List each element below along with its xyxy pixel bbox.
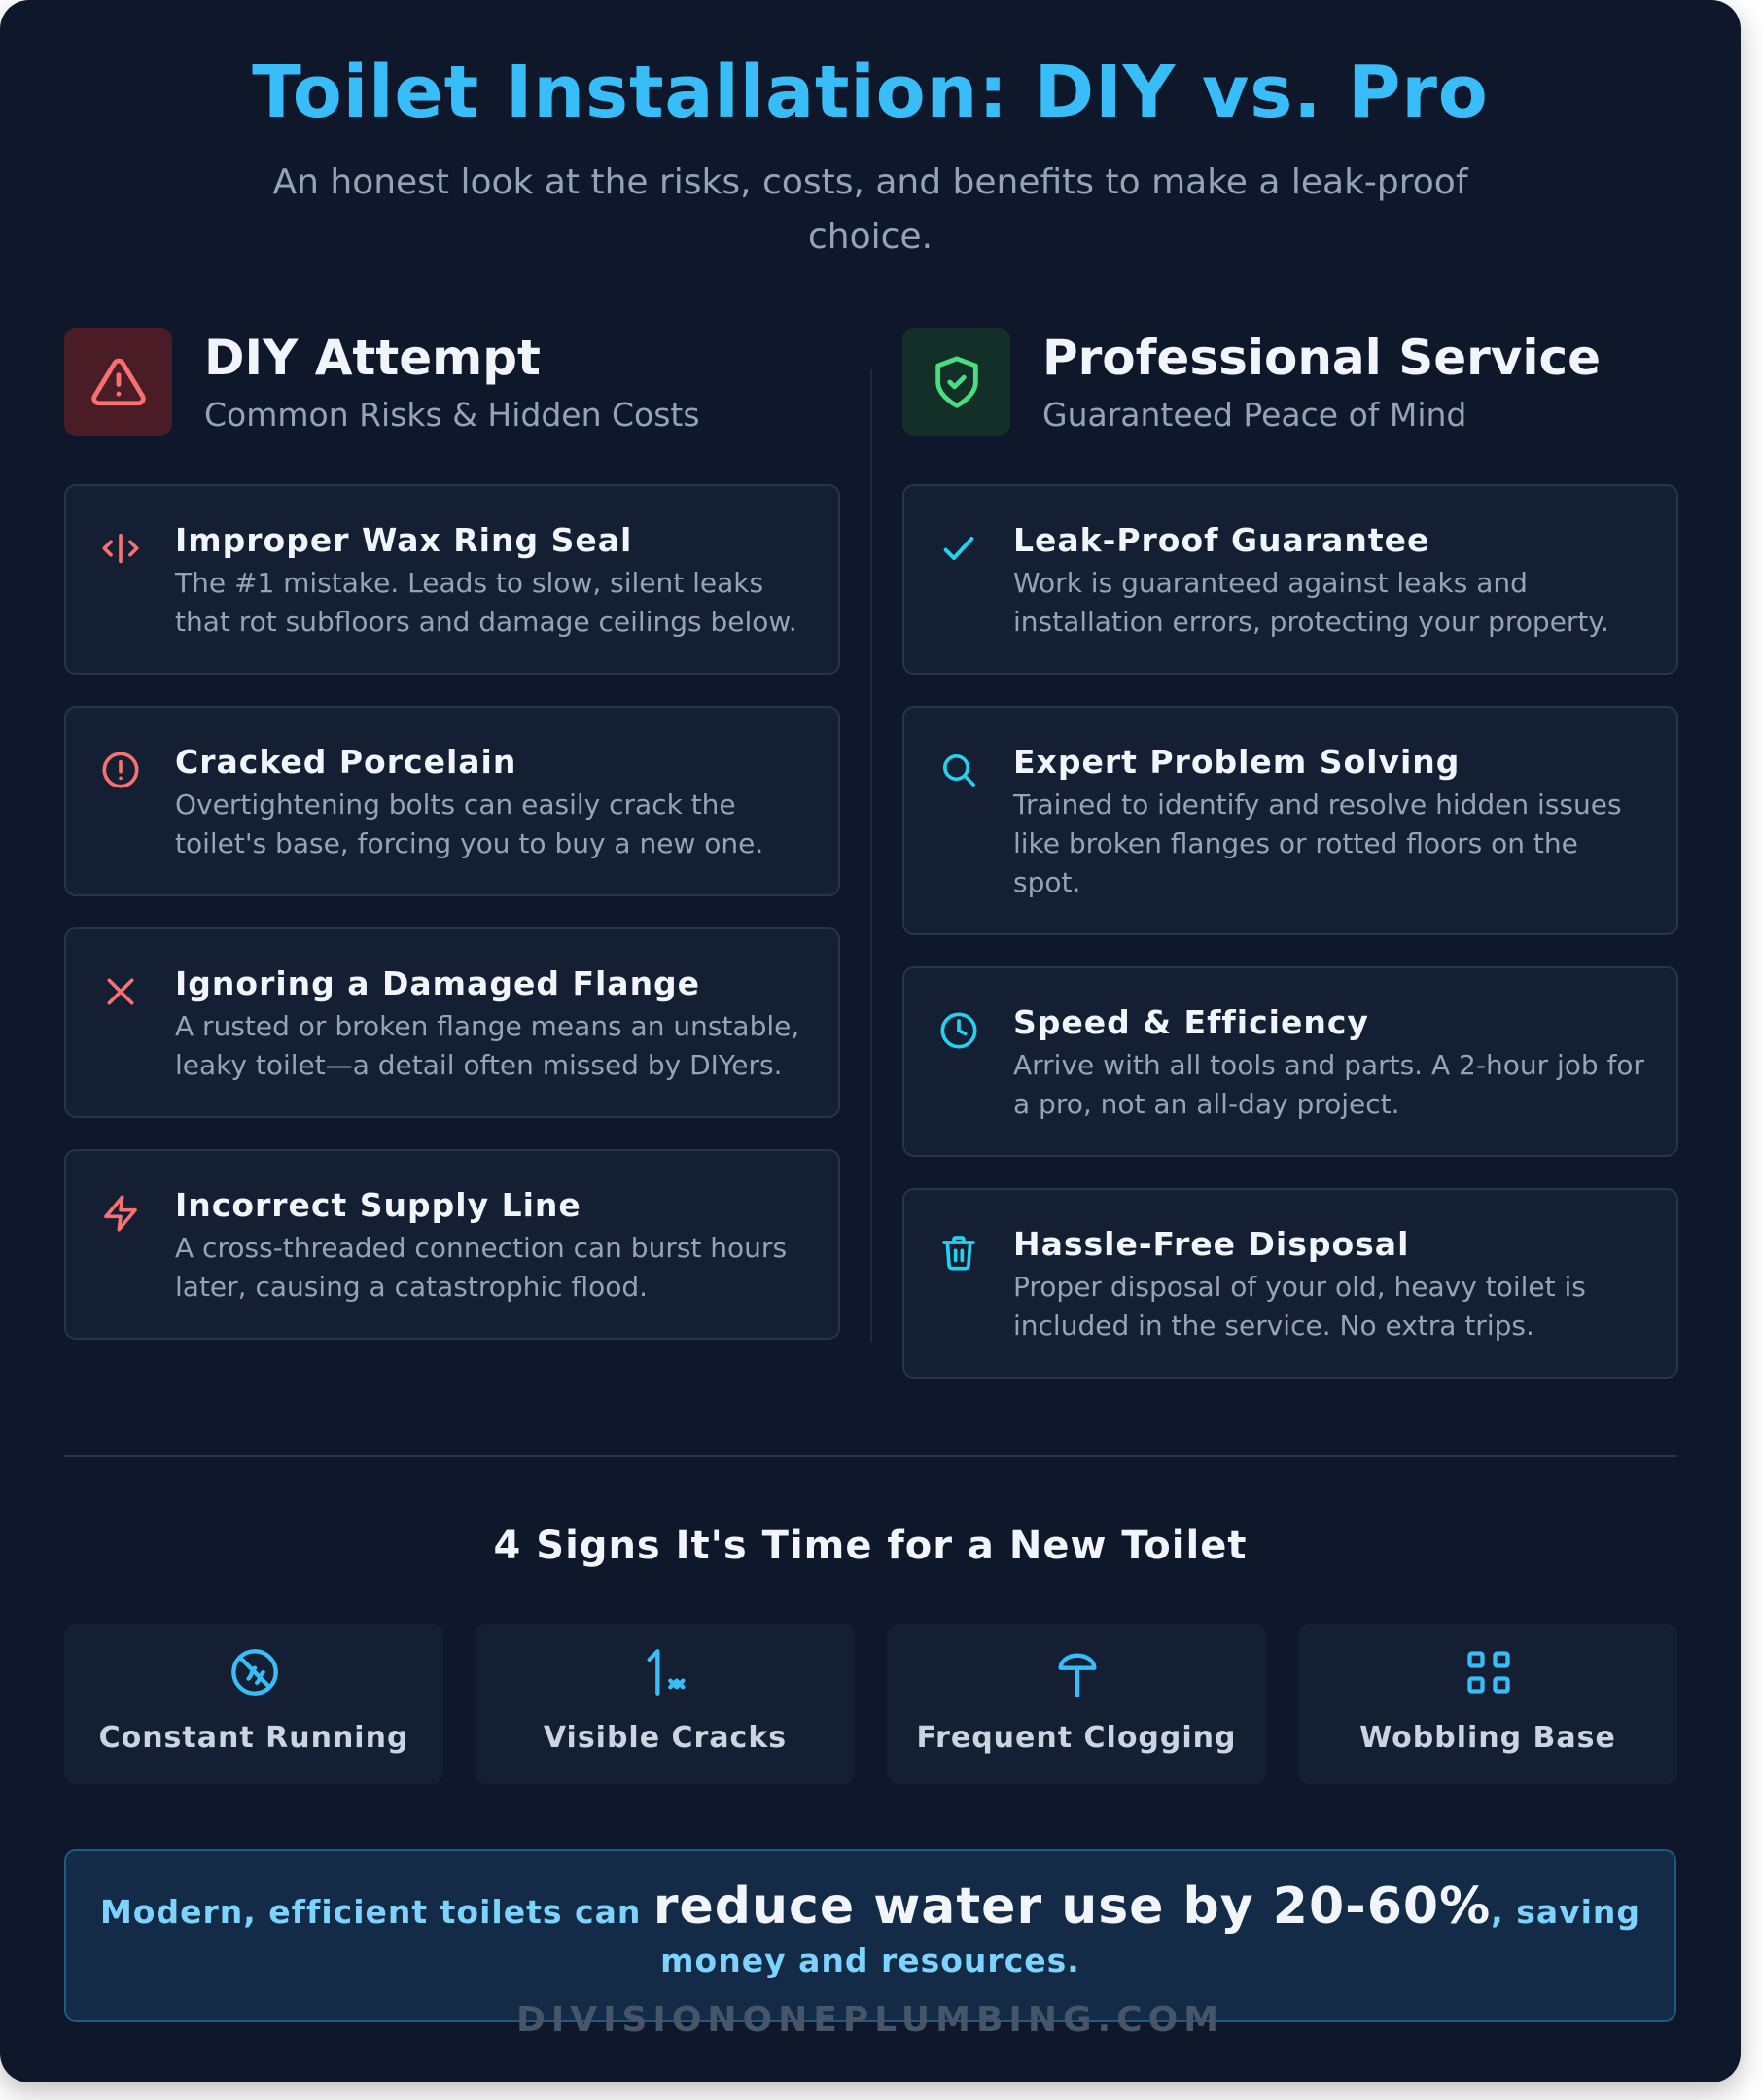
column-divider [870,369,872,1342]
plunger-icon [1052,1647,1103,1698]
alert-circle-icon [101,751,140,789]
item-title: Cracked Porcelain [175,743,517,781]
pro-title: Professional Service [1042,330,1602,386]
item-desc: A cross-threaded connection can burst hours later, causing a catastrophic flood. [175,1232,788,1303]
item-desc: Trained to identify and resolve hidden issues like broken flanges or rotted floors on the spot. [1013,788,1622,898]
no-flow-icon [229,1647,280,1698]
code-brackets-icon [101,529,140,568]
shield-check-icon [902,328,1010,436]
item-title: Ignoring a Damaged Flange [175,964,701,1002]
sign-label: Constant Running [98,1721,409,1755]
diy-item-cracked-porcelain [64,706,840,896]
item-title: Improper Wax Ring Seal [175,521,633,559]
item-desc: Work is guaranteed against leaks and installation errors, protecting your property. [1013,567,1609,638]
search-icon [939,751,978,789]
banner-text [95,1877,1645,1985]
warning-triangle-icon [64,328,172,436]
crack-icon [641,1647,691,1698]
page-subtitle: An honest look at the risks, costs, and benefits to make a leak-proof choice. [272,162,1468,257]
section-divider [64,1455,1676,1457]
pro-item-problem-solving [902,706,1678,935]
trash-icon [939,1233,978,1272]
item-desc: Proper disposal of your old, heavy toilet is included in the service. No extra trips. [1013,1271,1586,1342]
diy-header [64,328,832,436]
item-title: Leak-Proof Guarantee [1013,521,1430,559]
item-title: Expert Problem Solving [1013,743,1461,781]
sign-label: Visible Cracks [543,1721,788,1755]
item-title: Incorrect Supply Line [175,1186,581,1224]
sign-constant-running [64,1624,443,1784]
sign-visible-cracks [476,1624,855,1784]
x-icon [101,972,140,1011]
pro-item-speed [902,966,1678,1157]
item-desc: Arrive with all tools and parts. A 2-hour job for a pro, not an all-day project. [1013,1049,1645,1120]
banner-pre: Modern, efficient toilets can [99,1893,653,1931]
sign-wobbling-base [1298,1624,1677,1784]
water-savings-banner [64,1849,1676,2022]
diy-title: DIY Attempt [204,330,541,386]
item-title: Speed & Efficiency [1013,1003,1369,1041]
diy-item-wax-ring [64,484,840,675]
signs-title: 4 Signs It's Time for a New Toilet [493,1523,1248,1568]
item-desc: The #1 mistake. Leads to slow, silent leaks that rot subfloors and damage ceilings below. [175,567,797,638]
grid-icon [1463,1647,1514,1698]
banner-highlight: reduce water use by 20-60% [652,1877,1492,1936]
footer-watermark: DIVISIONONEPLUMBING.COM [515,2000,1225,2040]
diy-item-supply-line [64,1149,840,1340]
pro-header [902,328,1680,436]
pro-subtitle: Guaranteed Peace of Mind [1042,396,1467,434]
item-desc: A rusted or broken flange means an unstable, leaky toilet—a detail often missed by DIYers. [175,1010,800,1081]
diy-subtitle: Common Risks & Hidden Costs [204,396,700,434]
page-title: Toilet Installation: DIY vs. Pro [0,51,1741,134]
item-title: Hassle-Free Disposal [1013,1225,1410,1263]
diy-item-damaged-flange [64,928,840,1118]
sign-frequent-clogging [887,1624,1266,1784]
sign-label: Frequent Clogging [916,1721,1237,1755]
pro-item-disposal [902,1188,1678,1379]
lightning-icon [101,1194,140,1233]
clock-icon [939,1011,978,1050]
banner-post: , saving money and resources. [660,1893,1641,1979]
pro-item-leak-proof [902,484,1678,675]
sign-label: Wobbling Base [1359,1721,1616,1755]
check-icon [939,529,978,568]
item-desc: Overtightening bolts can easily crack the toilet's base, forcing you to buy a new one. [175,788,764,859]
